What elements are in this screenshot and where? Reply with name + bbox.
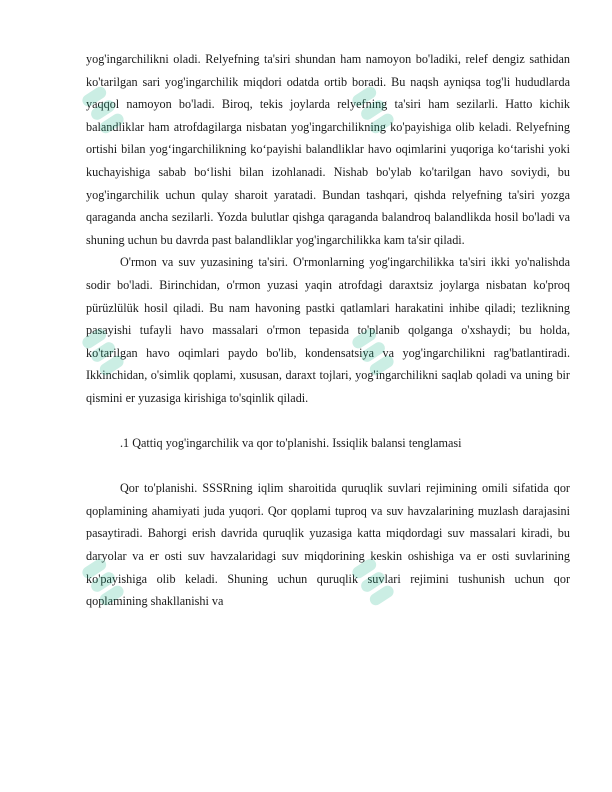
- paragraph-snow-accumulation: Qor to'planishi. SSSRning iqlim sharoitida quruqlik suvlari rejimining omili sifatida qor qoplamining ahamiyati juda yuqori. Qor qoplami tuproq va suv havzalarining muzlash darajasini pasaytiradi. Bahorgi erish davrida quruqlik yuzasiga katta miqdordagi suv massalari kiradi, bu daryolar va er osti suv havzalaridagi suv miqdorining keskin oshishiga va er osti suvlarining ko'payishiga olib keladi. Shuning uchun quruqlik suvlari rejimini tushunish uchun qor qoplamining shakllanishi va: [86, 481, 570, 609]
- document-body: [86, 48, 570, 613]
- section-heading: .1 Qattiq yog'ingarchilik va qor to'planishi. Issiqlik balansi tenglamasi: [120, 436, 462, 451]
- paragraph-forest-water-influence: O'rmon va suv yuzasining ta'siri. O'rmonlarning yog'ingarchilikka ta'siri ikki yo'nalishda sodir bo'ladi. Birinchidan, o'rmon yuzasi yaqin atrofdagi daraxtsiz joylarga nisbatan ko'proq pürüzlülük hosil qiladi. Bu nam havoning pastki qatlamlari harakatini inhibe qiladi; tezlikning pasayishi tufayli havo massalari o'rmon tepasida to'planib qolganga o'xshaydi; bu holda, ko'tarilgan havo oqimlari paydo bo'lib, kondensatsiya va yog'ingarchilikni rag'batlantiradi. Ikkinchidan, o'simlik qoplami, xususan, daraxt tojlari, yog'ingarchilikni saqlab qoladi va uning bir qismini er yuzasiga kirishiga to'sqinlik qiladi.: [86, 255, 570, 405]
- paragraph-relief-influence: yog'ingarchilikni oladi. Relyefning ta'siri shundan ham namoyon bo'ladiki, relef dengiz sathidan ko'tarilgan sari yog'ingarchilik miqdori odatda ortib boradi. Bu naqsh ayniqsa tog'li hududlarda yaqqol namoyon bo'ladi. Biroq, tekis joylarda relyefning ta'siri ham sezilarli. Hatto kichik balandliklar ham atrofdagilarga nisbatan yog'ingarchilikning ko'payishiga olib keladi. Relyefning ortishi bilan yog‘ingarchilikning ko‘payishi balandliklar havo oqimlarini yuqoriga ko‘tarishi yoki kuchayishiga sabab bo‘lishi bilan izohlanadi. Nishab bo'ylab ko'tarilgan havo soviydi, bu yog'ingarchilik uchun qulay sharoit yaratadi. Bundan tashqari, qishda relyefning ta'siri yozga qaraganda ancha sezilarli. Yozda bulutlar qishga qaraganda balandroq balandlikda hosil bo'ladi va shuning uchun bu davrda past balandliklar yog'ingarchilikka kam ta'sir qiladi.: [86, 52, 570, 247]
